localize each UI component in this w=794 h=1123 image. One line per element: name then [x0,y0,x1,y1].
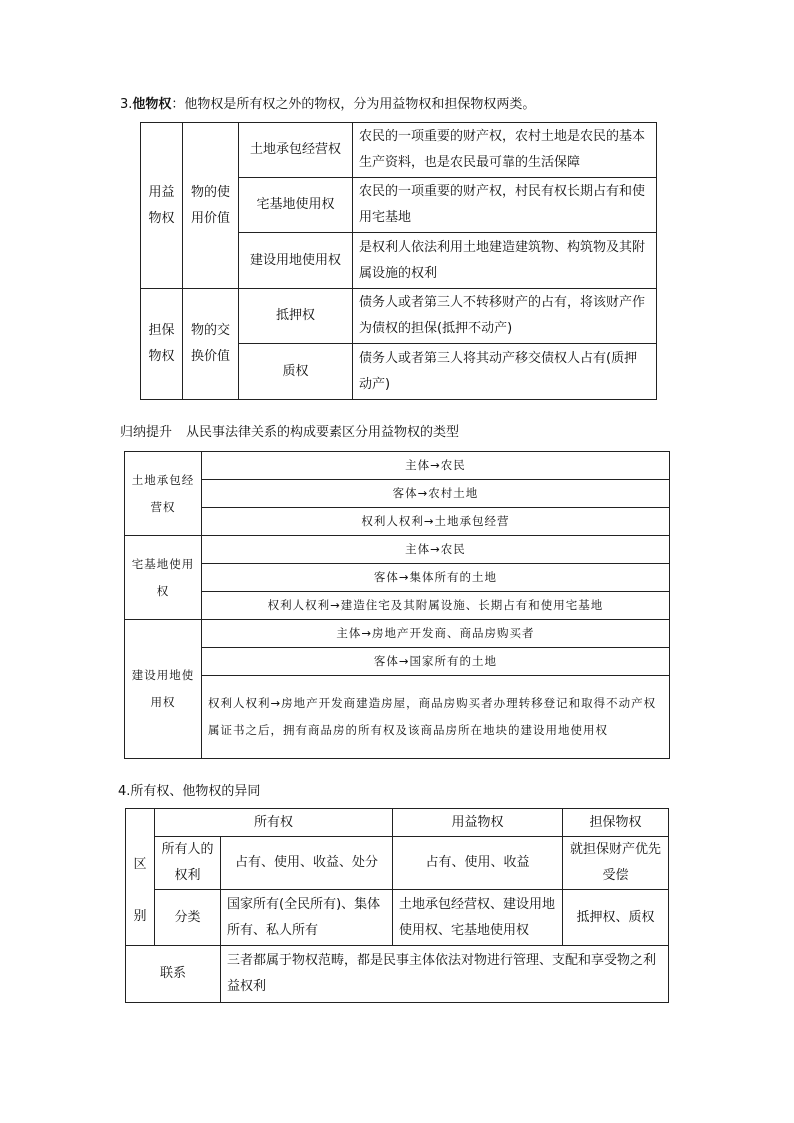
row-label: 所有人的权利 [155,837,221,890]
right-desc-cell: 是权利人依法利用土地建造建筑物、构筑物及其附属设施的权利 [353,233,657,289]
element-cell: 客体→国家所有的土地 [202,648,670,676]
right-name-cell: 质权 [239,344,353,400]
column-header: 用益物权 [393,809,563,837]
comparison-table [125,808,669,1003]
table-row [125,452,670,480]
table-cell: 就担保财产优先受偿 [563,837,669,890]
section3-heading [120,96,535,114]
other-rights-table [140,122,657,400]
table-header-row [126,809,669,837]
table-cell: 抵押权、质权 [563,890,669,946]
guina-heading-text: 从民事法律关系的构成要素区分用益物权的类型 [186,425,460,440]
right-desc-cell: 农民的一项重要的财产权，农村土地是农民的基本生产资料，也是农民最可靠的生活保障 [353,123,657,178]
section4-heading: 4.所有权、他物权的异同 [118,784,261,799]
table-row [141,289,657,344]
category-cell: 用益物权 [141,123,183,289]
type-cell: 土地承包经营权 [125,452,202,536]
table-row [125,508,670,536]
table-row [125,480,670,508]
element-cell: 主体→农民 [202,536,670,564]
section3-heading-rest: ：他物权是所有权之外的物权，分为用益物权和担保物权两类。 [171,97,536,112]
table-cell: 占有、使用、收益、处分 [221,837,393,890]
right-name-cell: 宅基地使用权 [239,178,353,233]
table-row [125,620,670,648]
type-cell: 建设用地使用权 [125,620,202,759]
value-cell: 物的使用价值 [183,123,239,289]
table-row [126,837,669,890]
table-row [125,676,670,759]
guina-heading-label: 归纳提升 [120,425,173,440]
right-desc-cell: 债务人或者第三人不转移财产的占有，将该财产作为债权的担保(抵押不动产) [353,289,657,344]
table-row [125,648,670,676]
element-cell: 权利人权利→土地承包经营 [202,508,670,536]
table-row [125,536,670,564]
element-cell: 客体→农村土地 [202,480,670,508]
table-cell: 土地承包经营权、建设用地使用权、宅基地使用权 [393,890,563,946]
section3-heading-bold: 他物权 [132,97,172,112]
column-header: 所有权 [155,809,393,837]
element-cell: 客体→集体所有的土地 [202,564,670,592]
right-desc-cell: 农民的一项重要的财产权，村民有权长期占有和使用宅基地 [353,178,657,233]
row-label: 联系 [126,946,221,1003]
table-cell: 三者都属于物权范畴，都是民事主体依法对物进行管理、支配和享受物之利益权利 [221,946,669,1003]
table-cell: 国家所有(全民所有)、集体所有、私人所有 [221,890,393,946]
usufruct-types-table [124,451,670,759]
right-name-cell: 土地承包经营权 [239,123,353,178]
table-cell: 占有、使用、收益 [393,837,563,890]
table-row [125,592,670,620]
value-cell: 物的交换价值 [183,289,239,400]
corner-cell [126,809,155,837]
right-name-cell: 建设用地使用权 [239,233,353,289]
qubie-label: 区别 [133,856,147,924]
category-cell: 担保物权 [141,289,183,400]
element-cell: 主体→农民 [202,452,670,480]
table-row [126,890,669,946]
row-label: 分类 [155,890,221,946]
right-name-cell: 抵押权 [239,289,353,344]
type-cell: 宅基地使用权 [125,536,202,620]
right-desc-cell: 债务人或者第三人将其动产移交债权人占有(质押动产) [353,344,657,400]
section3-heading-num: 3. [120,97,133,112]
element-cell: 权利人权利→房地产开发商建造房屋，商品房购买者办理转移登记和取得不动产权属证书之后，拥有商品房的所有权及该商品房所在地块的建设用地使用权 [202,676,670,759]
guina-heading [120,424,459,442]
column-header: 担保物权 [563,809,669,837]
table-row [126,946,669,1003]
table-row [141,123,657,178]
element-cell: 权利人权利→建造住宅及其附属设施、长期占有和使用宅基地 [202,592,670,620]
table-row [125,564,670,592]
element-cell: 主体→房地产开发商、商品房购买者 [202,620,670,648]
